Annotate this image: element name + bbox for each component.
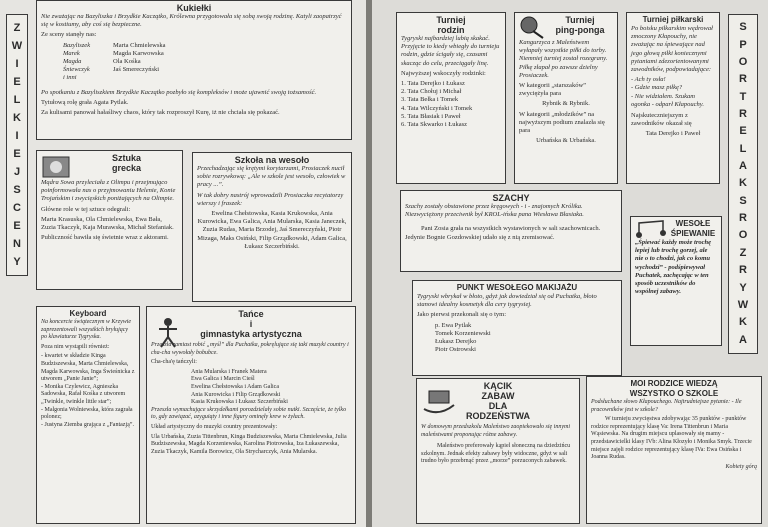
- rodzice-title2: WSZYSTKO O SZKOLE: [629, 389, 719, 398]
- kacik-title: KĄCIK: [483, 381, 513, 391]
- left-page: [0, 0, 366, 527]
- szkola-names: Ewelina Chełstowska, Kasia Krukowska, Ania Kurowicka, Ewa Galica, Ania Mularska, Kasia Janeczek, Zuzia Rudas, Maria Brzodej, Jaś Smereczyński, Piotr Mizaga, Maks Osiński, Filip Grządkowski, Adam Galica, Łukasz Szczerbiński.: [197, 210, 347, 250]
- cast-row: [63, 74, 347, 82]
- sztuka-box: [36, 150, 183, 290]
- makijaz-names: [417, 322, 617, 355]
- wesole-box: [630, 216, 722, 346]
- cast-role: Śniewczyk: [63, 66, 90, 74]
- quote-line: - Ach ty osła!: [631, 76, 666, 84]
- tance-title2: i: [249, 319, 253, 329]
- kacik-title2: ZABAW: [481, 391, 515, 401]
- sztuka-intro: Mądra Sowa przyleciała z Olimpu i przejmująco poinformowała nas o przyjmowaniu Helenie, Konie Trojańskim i zwycięskich poniżających na Olimpie.: [41, 179, 176, 203]
- ping-title2: ping-ponga: [555, 25, 605, 35]
- makeup-name: Łukasz Derejko: [435, 338, 477, 346]
- sztuka-title2: grecka: [111, 163, 142, 173]
- sztuka-title: Sztuka: [111, 153, 141, 163]
- vertical-letter: A: [739, 160, 747, 173]
- kukielki-box: [36, 0, 352, 140]
- vertical-letter: L: [739, 142, 747, 155]
- keyboard-item: - Monika Czylewicz, Agnieszka Sadowska, Rafał Kośka z utworem „Twinkle, twinkle little star”;: [41, 383, 126, 405]
- tance-title3: gimnastyka artystyczna: [200, 329, 302, 339]
- vertical-letter: S: [13, 183, 21, 196]
- kukielki-title: Kukiełki: [176, 3, 212, 13]
- cast-role: Marek: [63, 49, 80, 57]
- cast-role: i inni: [63, 74, 77, 82]
- vertical-letter: R: [739, 212, 747, 225]
- keyboard-item: - Malgonia Wolniewska, która zagrała polonez;: [41, 406, 133, 421]
- vertical-letter: Z: [739, 246, 747, 259]
- makijaz-box: [412, 280, 622, 376]
- szachy-title: SZACHY: [492, 193, 530, 203]
- sztuka-ending: Publiczność bawiła się świetnie wraz z aktorami.: [41, 234, 169, 242]
- vertical-letter: J: [13, 165, 21, 178]
- music-note-icon: [635, 219, 669, 239]
- cast-actor: Magda Karwowska: [113, 49, 164, 57]
- wesole-intro: „Śpiewać każdy może trochę lepiej lub trochę gorzej, ale nie o to chodzi, jak co komu wychodzi” - podśpiewywał Puchatek, zachęcając w ten sposób uczestników do wspólnej zabawy.: [635, 239, 712, 296]
- szachy-ending: Pani Zosia grała na wszystkich wystawionych w sali szachownicach. Jedynie Bognie Gozdowskiej udało się z nią zremisować.: [405, 225, 601, 241]
- cast-row: [63, 50, 347, 58]
- tance-intro: Przeszła zamiast robić „myśl” dla Puchatka, pokręlujące się taki muzyki country i cha-cha wywołały bobubce.: [151, 342, 349, 356]
- sled-icon: [421, 383, 457, 417]
- dance-pair: Ewelina Chełstowska i Adam Galica: [191, 383, 279, 390]
- keyboard-title: Keyboard: [69, 309, 107, 318]
- kacik-title3: DLA: [488, 401, 508, 411]
- szkola-intro: Przechadzając się krętymi korytarzami, Prosiaczek nucił sobie rozrywkową: „Ale w szkole jest wesoło, człowiek w pracy ...”.: [197, 165, 346, 189]
- pilka-best-label: Najskuteczniejszym z zawodników okazał się: [631, 112, 692, 128]
- winner-row: 1. Tata Derejko i Łukasz: [401, 80, 465, 88]
- pilka-quotes: [631, 76, 715, 109]
- rodzin-title2: rodzin: [437, 25, 465, 35]
- vertical-letter: E: [13, 219, 21, 232]
- cast-role: Bazyliszek: [63, 41, 91, 49]
- ping-cat2-names: Urbańska & Urbańska.: [536, 137, 596, 145]
- rodzice-intro: Podsłuchane słowo Kłapouchego. Najtrudniejsze pytanie: - Ile pracowników jest w szkole?: [591, 399, 742, 413]
- winner-row: 6. Tata Skwarko i Łukasz: [401, 121, 468, 129]
- theater-icon: [41, 153, 71, 179]
- szachy-intro: Szachy zostały obstawione przez kręgowych - i - znajomych Królika. Niezwyciężony przeciwnik był KROL-ińska pana Wiesława Błasiaka.: [405, 203, 584, 219]
- vertical-letter: E: [13, 147, 21, 160]
- cast-row: [63, 58, 347, 66]
- szkola-mood: W tak dobry nastrój wprowadzili Prosiaczka recytatorzy wierszy i fraszek:: [197, 191, 344, 207]
- tance-gym: Przeszła wymachujące skrzydełkami porozdzielały sobie nutki. Szczęście, że tylko to, gdy zawiązać, azyguiąty i inne figury ominęły krew w żyłach.: [151, 406, 347, 421]
- ping-intro: Kangurzyca z Maleństwem wyłapały wszystkie piłki do torby. Niemniej turniej został rozegrany. Piłkę złapał po zawsze dzielny Prosiaczek.: [519, 39, 608, 79]
- pilka-title: Turniej piłkarski: [642, 15, 704, 24]
- vertical-letter: R: [739, 107, 747, 120]
- vertical-letter: S: [739, 194, 747, 207]
- makeup-name: Piotr Ostrowski: [435, 346, 476, 354]
- vertical-letter: Z: [13, 21, 21, 34]
- quote-line: - Gdzie masz piłkę?: [631, 84, 683, 92]
- tance-artists-label: Układ artystyczny do muzyki country prezentowały:: [151, 423, 278, 430]
- kukielki-role: Tytułową rolę grała Agata Pytlak.: [41, 98, 129, 106]
- rodzice-body: W turnieju zwycięstwa zdobywając 35 punktów - punktów rodzice reprezentujący klasę Va: Irena Tittenbrun i Maria Wąsiewska. Na drugim miejscu uplasowały się mamy - przedstawicielki klasy IVb: Alina Kłozyło i Monika Smyk. Trzecie miejsce zajęli rodzice reprezentujący klasę IVa: Ewa Osińska i Joanna Rudas.: [591, 416, 752, 461]
- keyboard-intro: Na koncercie świątecznym w Krzywie zaprezentowali wszystkich bryłujący po klawiaturze Tygryska.: [41, 319, 132, 341]
- ping-cat1-names: Rybnik & Rybnik.: [542, 100, 590, 108]
- right-page: [372, 0, 768, 527]
- rodzin-winners-label: Najwyższej wskoczyły rodzinki:: [401, 69, 486, 77]
- winner-row: 4. Tata Wilczyński i Tomek: [401, 104, 473, 112]
- ping-title: Turniej: [565, 15, 595, 25]
- kukielki-cast: [41, 42, 347, 83]
- wesole-title: WESOŁE: [675, 219, 711, 228]
- vertical-letter: I: [15, 129, 19, 142]
- cast-actor: Jaś Smereczyński: [113, 66, 160, 74]
- dancer-icon: [151, 315, 185, 349]
- winner-row: 3. Tata Bełka i Tomek: [401, 96, 459, 104]
- vertical-letter: K: [739, 177, 747, 190]
- pilka-intro: Po boisku piłkarskim wędrował zmoczony Kłapouchy, nie zważając na śpiewające nad jego głową piłki koniecznymi pytaniami zdezorientowanymi zawodników, podpowiadające:: [631, 25, 713, 74]
- wesole-title2: ŚPIEWANIE: [670, 229, 716, 238]
- vertical-letter: N: [13, 237, 21, 250]
- vertical-letter: K: [739, 316, 747, 329]
- turniej-rodzin-box: [396, 12, 506, 184]
- vertical-letter: W: [11, 39, 23, 52]
- vertical-title-left: [6, 14, 28, 276]
- kukielki-after: Po spotkaniu z Bazyliszkiem Brzydkie Kaczątko pozbyło się kompleksów i może ujawnić swoją tożsamość.: [41, 88, 317, 96]
- ping-pong-icon: [519, 15, 547, 39]
- vertical-letter: E: [739, 125, 747, 138]
- cast-row: [63, 42, 347, 50]
- ping-cat1: W kategorii „starszaków” zwyciężyła para: [519, 82, 587, 98]
- szachy-box: [400, 190, 622, 272]
- tance-pairs: [151, 369, 351, 407]
- kacik-title4: RODZEŃSTWA: [466, 411, 530, 421]
- rodzin-intro: Tygryski najbardziej lubią skakać. Przyjęcie to kiedy wbiegły do turnieju rodzin, gdzie ścigały się, czasami skacząc do celu, przeciągały linę.: [401, 35, 500, 67]
- szkola-box: [192, 152, 352, 302]
- kukielki-intro: Nie zważając na Bazyliszka i Brzydkie Kaczątko, Królewna przygotowała się sobą swoją rodzinę. Katyli zaopatrzyć się w kostiumy, aby coś się bezpieczne.: [41, 13, 342, 29]
- kacik-box: [416, 378, 580, 524]
- pilka-best: Tata Derejko i Paweł: [645, 130, 701, 138]
- tance-artists: Ula Urbańska, Zuzia Tittenbrun, Kinga Budziszewska, Marta Chmielewska, Julia Budziszewska, Magda Korzeniewska, Karolina Piotrowska, Iza Łukaszewska, Zuzia Tkaczyk, Kamila Borowicz, Ola Strycharczyk, Ania Mularska.: [151, 433, 347, 455]
- vertical-letter: O: [738, 229, 748, 242]
- keyboard-box: [36, 306, 140, 524]
- vertical-title-right: [728, 14, 758, 354]
- winner-row: 5. Tata Błasiak i Paweł: [401, 112, 461, 120]
- vertical-letter: L: [13, 93, 21, 106]
- rodzice-title: MOI RODZICE WIEDZĄ: [630, 379, 718, 388]
- cast-actor: Marta Chmielewska: [113, 41, 166, 49]
- keyboard-item: - Justyna Ziemba grająca z „Fantazją”.: [41, 421, 134, 428]
- vertical-letter: T: [739, 90, 747, 103]
- vertical-letter: R: [739, 73, 747, 86]
- makeup-name: Tomek Korzeniewski: [435, 329, 491, 337]
- tance-box: [146, 306, 356, 524]
- vertical-letter: R: [739, 264, 747, 277]
- cast-row: [63, 66, 347, 74]
- vertical-letter: W: [737, 298, 749, 311]
- makeup-name: p. Ewa Pytlak: [435, 321, 472, 329]
- cast-role: Magda: [63, 58, 82, 66]
- makijaz-intro: Tygryski wbrykał w błoto, gdyż jak dowiedział się od Puchatka, błoto stanowi idealny kosmetyk dla cery tygrysiej.: [417, 293, 597, 309]
- turniej-pilka-box: [626, 12, 720, 184]
- dance-pair: Ewa Galica i Marcin Cieśl: [191, 376, 255, 383]
- dance-pair: Ania Mularska i Franek Matera: [191, 368, 267, 375]
- makijaz-title: PUNKT WESOŁEGO MAKIJAŻU: [456, 283, 578, 292]
- rodzice-box: [586, 376, 762, 524]
- vertical-letter: S: [739, 21, 747, 34]
- tance-title: Tańce: [238, 309, 264, 319]
- kacik-intro: W domowym przedszkolu Maleństwo zaopiekowało się innymi maleństwami proponując różne zabawy.: [421, 424, 570, 438]
- sztuka-cast: Marta Krasuska, Ola Chmielewska, Ewa Bała, Zuzia Tkaczyk, Kaja Murawska, Michał Stefaniak.: [41, 215, 174, 232]
- rodzin-winners: [401, 80, 501, 129]
- winner-row: 2. Tata Chołuj i Michał: [401, 88, 462, 96]
- makijaz-label: Jako pierwsi przekonali się o tym:: [417, 311, 506, 319]
- kukielki-cast-label: Ze sceny stanęły nas:: [41, 31, 97, 39]
- szkola-title: Szkoła na wesoło: [234, 155, 310, 165]
- vertical-letter: Y: [739, 281, 747, 294]
- vertical-letter: A: [739, 333, 747, 346]
- dance-pair: Kasia Krukowska i Łukasz Szczerbiński: [191, 399, 288, 406]
- turniej-ping-box: [514, 12, 618, 184]
- keyboard-listen-label: Poza nim wystąpili również:: [41, 343, 110, 350]
- vertical-letter: P: [739, 38, 747, 51]
- ping-cat2: W kategorii „młodzików” na najwyższym podium znalazła się para: [519, 110, 605, 135]
- vertical-letter: Y: [13, 255, 21, 268]
- cast-actor: Ola Kośka: [113, 58, 141, 66]
- vertical-letter: E: [13, 75, 21, 88]
- quote-line: - Nie widziałem. Szukam ogonka - odparł Kłapouchy.: [631, 92, 704, 108]
- vertical-letter: I: [15, 57, 19, 70]
- dance-pair: Ania Kurowicka i Filip Grządkowski: [191, 391, 281, 398]
- vertical-letter: K: [13, 111, 21, 124]
- kukielki-ending: Za kulisami panował hałaśliwy chaos, który tak rozproszył Kurę, iż nie chciała się pokazać.: [41, 109, 280, 117]
- keyboard-item: - kwartet w składzie Kinga Budziszewska, Marta Chmielewska, Magda Karwowska, Inga Świeśnicka z utworem „Panie Janie”;: [41, 353, 135, 383]
- keyboard-items: [41, 353, 135, 429]
- vertical-letter: C: [13, 201, 21, 214]
- rodzice-sign: Kobiety górą: [725, 463, 757, 470]
- kacik-ending: Maleństwo preferowały kąpiel słoneczną na dziedzińcu szkolnym. Jednak efekty zabawy były widoczne, gdyż w sali trudno było przebrnąć przez „morze” porzuconych zabawek.: [421, 443, 571, 465]
- vertical-letter: O: [738, 55, 748, 68]
- rodzin-title: Turniej: [436, 15, 466, 25]
- tance-chacha: Cha-cha'ę tańczyli:: [151, 359, 197, 366]
- sztuka-cast-label: Główne role w tej sztuce odegrali:: [41, 205, 131, 213]
